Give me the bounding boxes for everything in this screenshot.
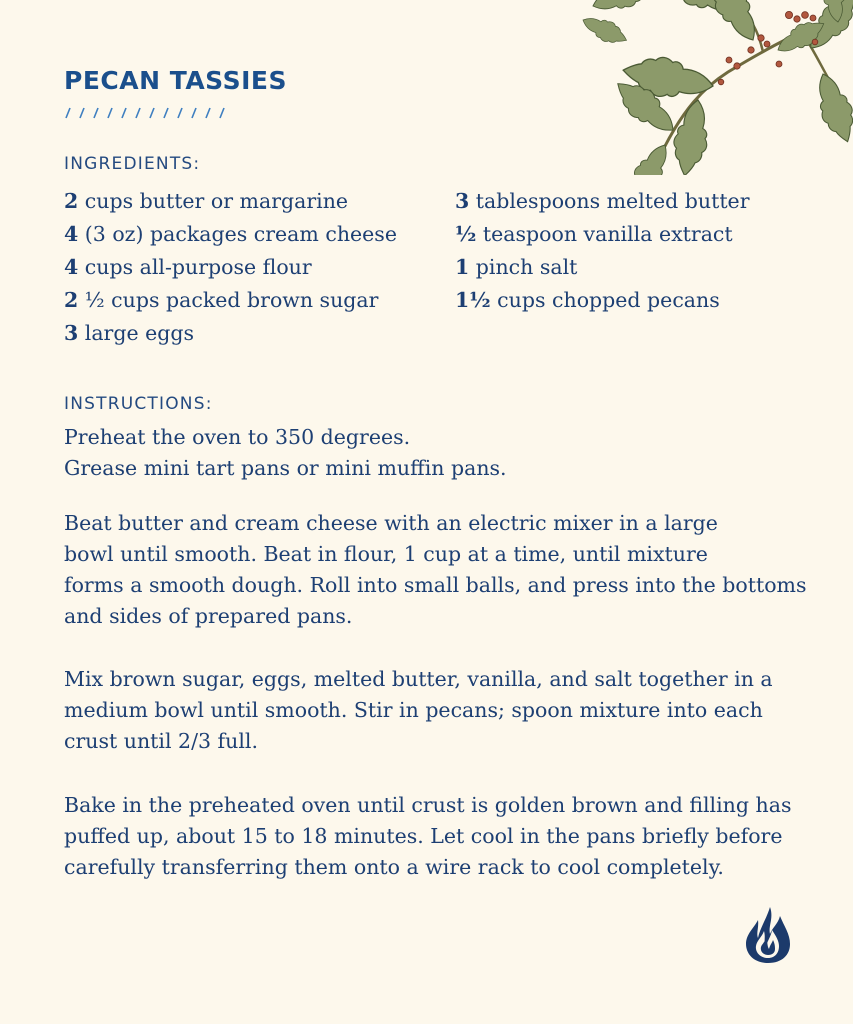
- ingredient-item: 2 ½ cups packed brown sugar: [64, 288, 379, 312]
- instructions-label: INSTRUCTIONS:: [64, 394, 213, 414]
- ingredients-column-2: [455, 185, 750, 317]
- flame-logo-icon: [744, 906, 792, 964]
- recipe-title: PECAN TASSIES: [64, 66, 287, 95]
- ingredient-item: 1½ cups chopped pecans: [455, 288, 720, 312]
- ingredient-item: 2 cups butter or margarine: [64, 189, 349, 213]
- instruction-paragraph-2: Beat butter and cream cheese with an electric mixer in a large bowl until smooth. Beat in flour, 1 cup at a time, until mixture forms a smooth dough. Roll into small balls, and press into the bottoms and sides of prepared pans.: [64, 511, 807, 628]
- ingredients-label: INGREDIENTS:: [64, 154, 201, 174]
- instruction-paragraph-4: Bake in the preheated oven until crust is golden brown and filling has puffed up, about 15 to 18 minutes. Let cool in the pans briefly before carefully transferring them onto a wire rack to cool completely.: [64, 793, 792, 879]
- ingredient-item: 3 tablespoons melted butter: [455, 189, 750, 213]
- ingredients-column-1: [64, 185, 397, 350]
- ingredient-item: 4 (3 oz) packages cream cheese: [64, 222, 397, 246]
- instruction-paragraph-3: Mix brown sugar, eggs, melted butter, vanilla, and salt together in a medium bowl until smooth. Stir in pecans; spoon mixture into each crust until 2/3 full.: [64, 667, 773, 753]
- ingredient-item: ½ teaspoon vanilla extract: [455, 222, 733, 246]
- ingredient-item: 4 cups all-purpose flour: [64, 255, 312, 279]
- title-underline-hatch: [64, 106, 226, 120]
- holly-branch-icon: [553, 0, 853, 175]
- ingredient-item: 3 large eggs: [64, 321, 195, 345]
- ingredient-item: 1 pinch salt: [455, 255, 578, 279]
- instruction-paragraph-1: Preheat the oven to 350 degrees. Grease mini tart pans or mini muffin pans.: [64, 425, 507, 480]
